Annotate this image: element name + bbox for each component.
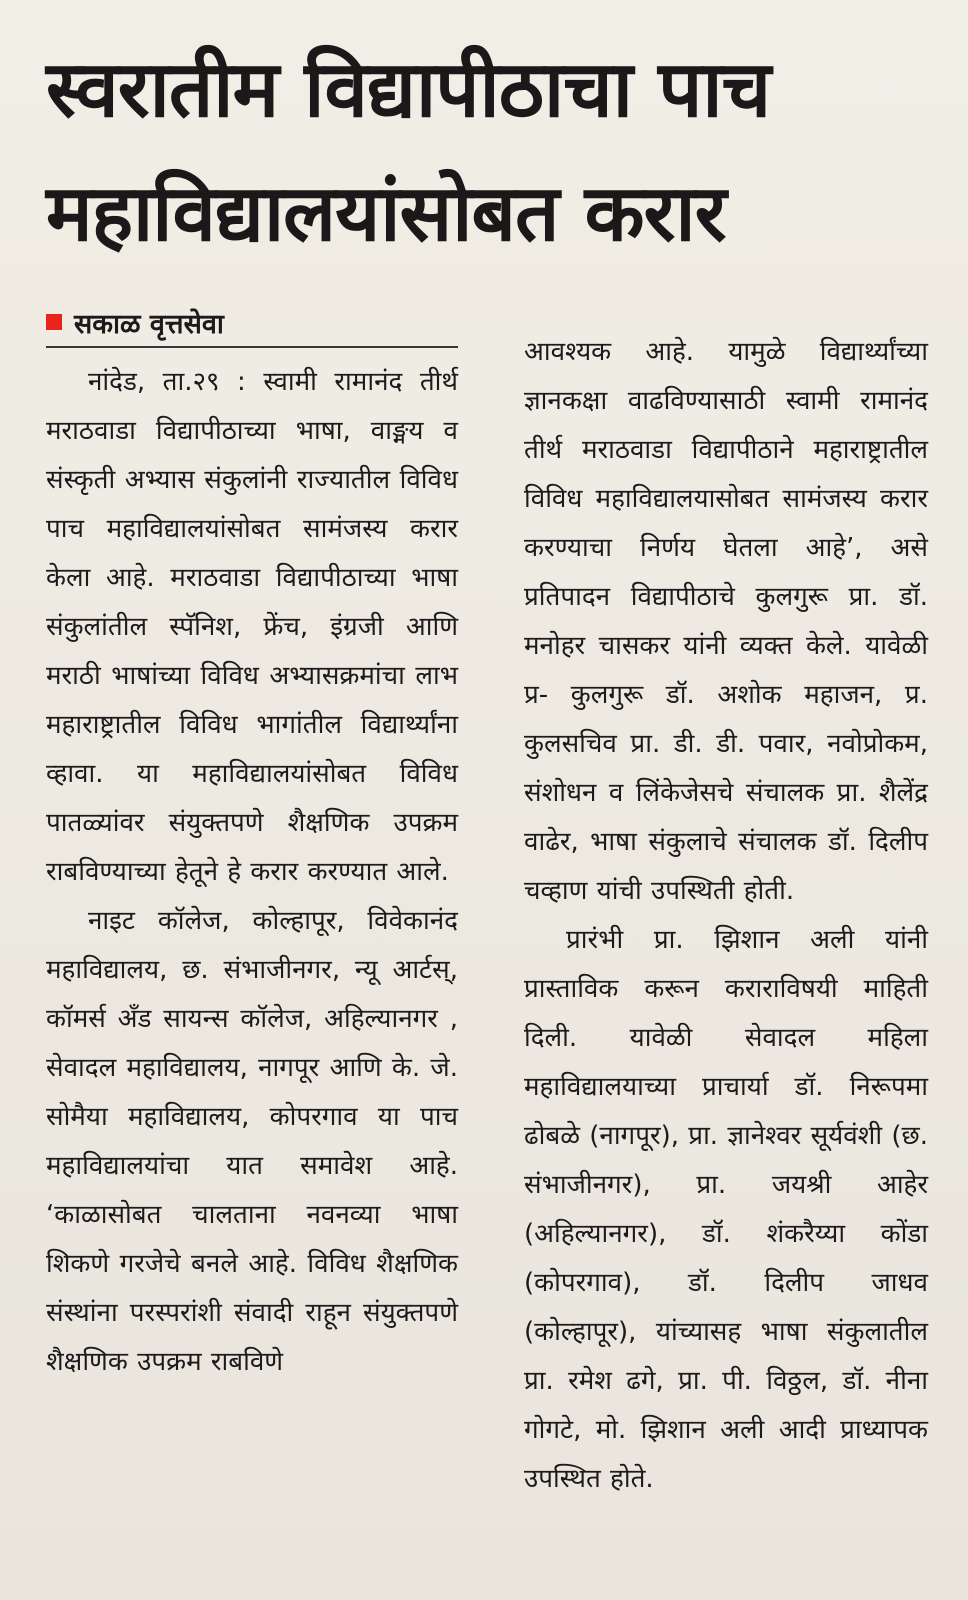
byline-row — [46, 302, 458, 348]
right-paragraph-1: आवश्यक आहे. यामुळे विद्यार्थ्यांच्या ज्ञानकक्षा वाढविण्यासाठी स्वामी रामानंद तीर्थ मराठवाडा विद्यापीठाने महाराष्ट्रातील विविध महाविद्यालयासोबत सामंजस्य करार करण्याचा निर्णय घेतला आहे’, असे प्रतिपादन विद्यापीठाचे कुलगुरू प्रा. डॉ. मनोहर चासकर यांनी व्यक्त केले. यावेळी प्र- कुलगुरू डॉ. अशोक महाजन, प्र. कुलसचिव प्रा. डी. डी. पवार, नवोप्रोकम, संशोधन व लिंकेजेसचे संचालक प्रा. शैलेंद्र वाढेर, भाषा संकुलाचे संचालक डॉ. दिलीप चव्हाण यांची उपस्थिती होती. — [524, 337, 928, 906]
byline: सकाळ वृत्तसेवा — [74, 308, 224, 340]
headline-line-1: स्वरातीम विद्यापीठाचा पाच — [46, 45, 771, 135]
headline — [46, 28, 928, 276]
left-paragraph-2: नाइट कॉलेज, कोल्हापूर, विवेकानंद महाविद्यालय, छ. संभाजीनगर, न्यू आर्टस्, कॉमर्स अँड सायन्स कॉलेज, अहिल्यानगर , सेवादल महाविद्यालय, नागपूर आणि के. जे. सोमैया महाविद्यालय, कोपरगाव या पाच महाविद्यालयांचा यात समावेश आहे. ‘काळासोबत चालताना नवनव्या भाषा शिकणे गरजेचे बनले आहे. विविध शैक्षणिक संस्थांना परस्परांशी संवादी राहून संयुक्तपणे शैक्षणिक उपक्रम राबविणे — [46, 906, 458, 1377]
left-column — [46, 302, 458, 1504]
right-column — [524, 328, 928, 1504]
byline-marker-icon — [46, 314, 62, 330]
headline-line-2: महाविद्यालयांसोबत करार — [46, 169, 726, 259]
right-paragraph-2: प्रारंभी प्रा. झिशान अली यांनी प्रास्ताविक करून कराराविषयी माहिती दिली. यावेळी सेवादल महिला महाविद्यालयाच्या प्राचार्या डॉ. निरूपमा ढोबळे (नागपूर), प्रा. ज्ञानेश्वर सूर्यवंशी (छ. संभाजीनगर), प्रा. जयश्री आहेर (अहिल्यानगर), डॉ. शंकरैय्या कोंडा (कोपरगाव), डॉ. दिलीप जाधव (कोल्हापूर), यांच्यासह भाषा संकुलातील प्रा. रमेश ढगे, प्रा. पी. विठ्ठल, डॉ. नीना गोगटे, मो. झिशान अली आदी प्राध्यापक उपस्थित होते. — [524, 925, 928, 1494]
left-paragraph-1: नांदेड, ता.२९ : स्वामी रामानंद तीर्थ मराठवाडा विद्यापीठाच्या भाषा, वाङ्मय व संस्कृती अभ्यास संकुलांनी राज्यातील विविध पाच महाविद्यालयांसोबत सामंजस्य करार केला आहे. मराठवाडा विद्यापीठाच्या भाषा संकुलांतील स्पॅनिश, फ्रेंच, इंग्रजी आणि मराठी भाषांच्या विविध अभ्यासक्रमांचा लाभ महाराष्ट्रातील विविध भागांतील विद्यार्थ्यांना व्हावा. या महाविद्यालयांसोबत विविध पातळ्यांवर संयुक्तपणे शैक्षणिक उपक्रम राबविण्याच्या हेतूने हे करार करण्यात आले. — [46, 367, 458, 887]
article-body — [46, 302, 928, 1504]
